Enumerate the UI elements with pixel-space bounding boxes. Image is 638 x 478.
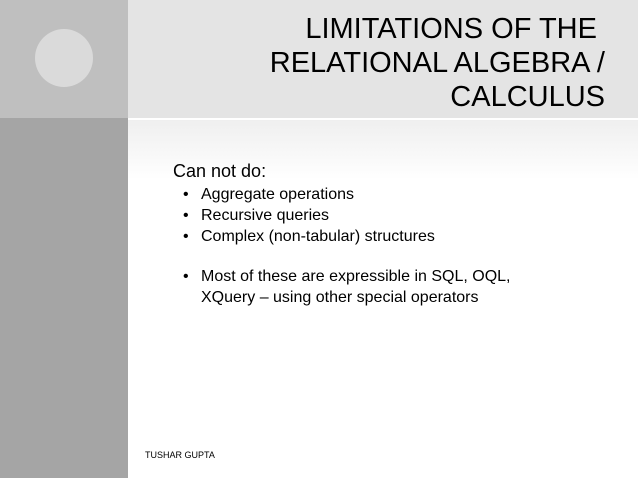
list-item-text: Complex (non-tabular) structures bbox=[201, 228, 435, 245]
list-item-text: Aggregate operations bbox=[201, 186, 354, 203]
bullet-icon: • bbox=[183, 186, 189, 203]
bullet-icon: • bbox=[183, 268, 189, 285]
footer-author: TUSHAR GUPTA bbox=[145, 450, 215, 460]
limitations-list bbox=[173, 184, 623, 247]
slide-body bbox=[173, 160, 623, 308]
title-line-3: CALCULUS bbox=[450, 81, 605, 113]
note-list bbox=[173, 266, 623, 308]
list-item-text: Recursive queries bbox=[201, 207, 330, 224]
bullet-icon: • bbox=[183, 207, 189, 224]
intro-text: Can not do: bbox=[173, 161, 267, 181]
bullet-icon: • bbox=[183, 228, 189, 245]
list-item bbox=[173, 205, 623, 226]
decorative-circle bbox=[35, 29, 93, 87]
title-line-1: LIMITATIONS OF THE bbox=[305, 13, 605, 45]
note-line-2: XQuery – using other special operators bbox=[201, 289, 479, 306]
list-item bbox=[173, 184, 623, 205]
list-item bbox=[173, 226, 623, 247]
note-line-1: Most of these are expressible in SQL, OQL, bbox=[201, 268, 511, 285]
list-item bbox=[173, 266, 623, 308]
slide-title bbox=[150, 12, 605, 114]
title-line-2: RELATIONAL ALGEBRA / bbox=[269, 47, 605, 79]
